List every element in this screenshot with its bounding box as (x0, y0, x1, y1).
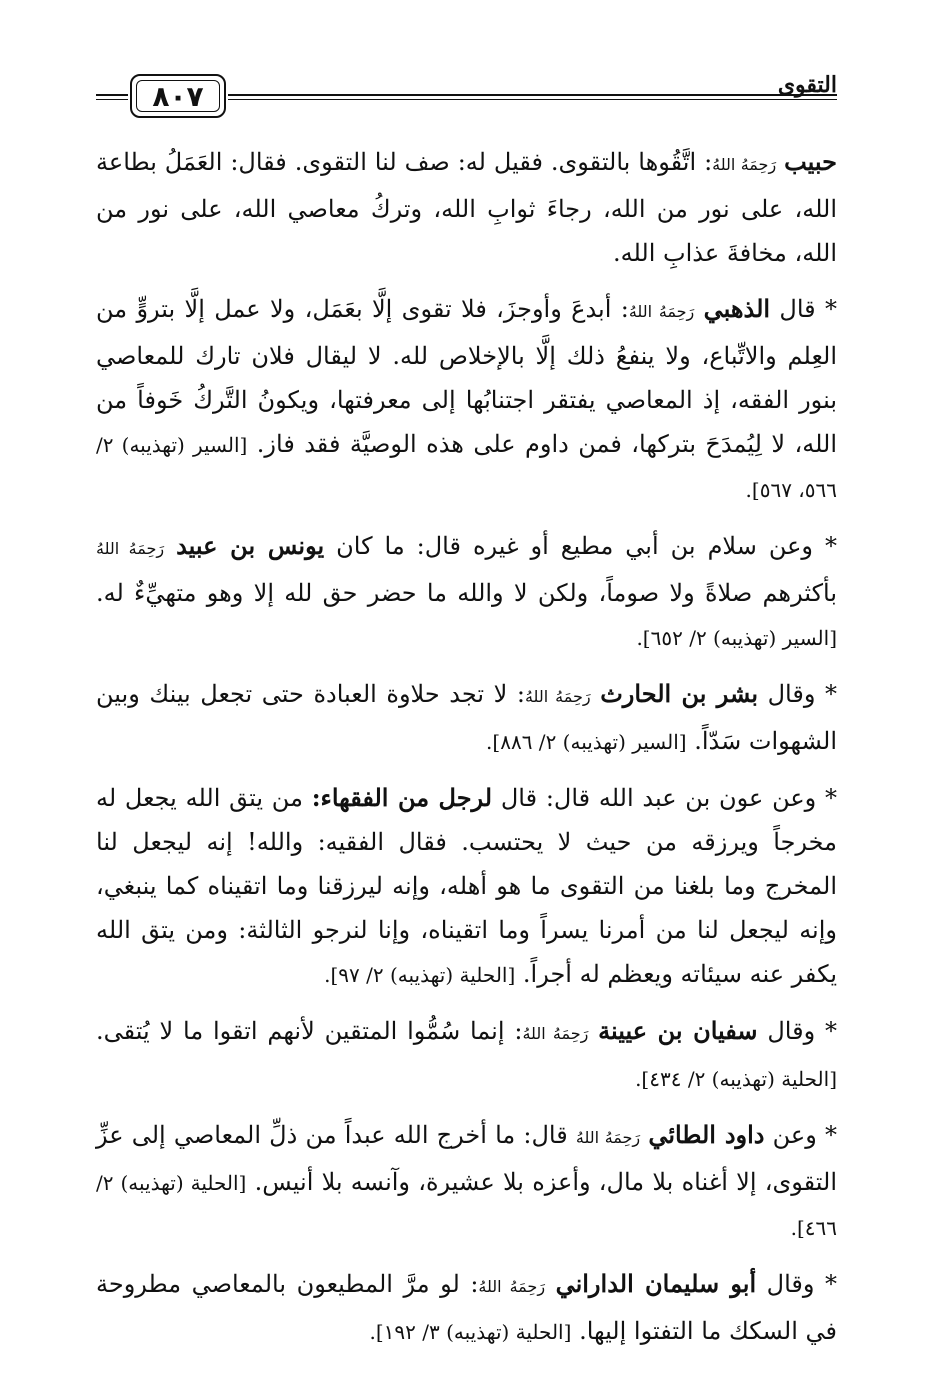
header-rule-left-thin (96, 99, 128, 100)
running-header (96, 60, 837, 120)
source-reference: [السير (تهذيبه) ٢/ ٨٨٦]. (486, 730, 687, 754)
header-rule-right-thin (228, 99, 837, 100)
speaker-name: لرجل من الفقهاء: (311, 783, 493, 812)
paragraph-text: : اتَّقُوها بالتقوى. فقيل له: صف لنا التقوى. فقال: العَمَلُ بطاعة الله، على نور من الله، رجاءَ ثوابِ الله، وتركُ معاصي الله، على نور من الله، مخافةَ عذابِ الله. (96, 148, 837, 267)
paragraph-prefix: * وقال (757, 1017, 837, 1045)
paragraph-text: : إنما سُمُّوا المتقين لأنهم اتقوا ما لا يُتقى. (96, 1017, 523, 1045)
paragraph-prefix: * وعن (764, 1121, 837, 1149)
honorific-glyph: رَحِمَهُ اللهُ (712, 155, 777, 174)
source-reference: [السير (تهذيبه) ٢/ ٦٥٢]. (636, 626, 837, 650)
paragraph-text: : لو مرَّ المطيعون بالمعاصي مطروحة في السكك ما التفتوا إليها. (96, 1270, 837, 1345)
paragraph (96, 1009, 837, 1101)
source-reference: [الحلية (تهذيبه) ٢/ ٤٣٤]. (635, 1067, 837, 1091)
honorific-glyph: رَحِمَهُ اللهُ (478, 1277, 546, 1296)
paragraph-prefix: * وقال (756, 1270, 837, 1298)
source-reference: [الحلية (تهذيبه) ٢/ ٩٧]. (324, 963, 516, 987)
paragraph-prefix: * قال (770, 295, 837, 323)
header-rule-right (228, 94, 837, 96)
honorific-glyph: رَحِمَهُ اللهُ (524, 687, 591, 706)
paragraph-text: : لا تجد حلاوة العبادة حتى تجعل بينك وبين الشهوات سَدّاً. (96, 680, 837, 755)
speaker-name: أبو سليمان الداراني (555, 1269, 757, 1298)
paragraph-prefix: * وعن عون بن عبد الله قال: قال (492, 784, 838, 812)
header-rule-left (96, 94, 128, 96)
paragraph (96, 672, 837, 764)
page-number: ٨٠٧ (152, 80, 204, 113)
speaker-name: داود الطائي (648, 1120, 765, 1149)
speaker-name: بشر بن الحارث (600, 679, 759, 708)
paragraph (96, 776, 837, 997)
paragraph-text: : أبدعَ وأوجزَ، فلا تقوى إلَّا بعَمَل، ولا عمل إلَّا بتروٍّ من العِلم والاتِّباع، ولا ينفعُ ذلك إلَّا بالإخلاص لله. لا ليقال فلان تارك للمعاصي بنور الفقه، إذ المعاصي يفتقر اجتنابُها إلى معرفتها، ويكونُ التَّركُ خَوفاً من الله، لا لِيُمدَحَ بتركها، فمن داوم على هذه الوصيَّة فقد فاز. (96, 295, 838, 458)
page-number-badge (130, 74, 226, 118)
paragraph (96, 140, 837, 275)
paragraph-prefix: * وعن سلام بن أبي مطيع أو غيره قال: ما كان (324, 532, 837, 560)
speaker-name: يونس بن عبيد (176, 531, 325, 560)
honorific-glyph: رَحِمَهُ اللهُ (96, 539, 165, 558)
paragraph (96, 524, 837, 660)
honorific-glyph: رَحِمَهُ اللهُ (522, 1024, 589, 1043)
paragraph-text: قال: ما أخرج الله عبداً من ذلِّ المعاصي إلى عزِّ التقوى، إلا أغناه بلا مال، وأعزه بلا عشيرة، وآنسه بلا أنيس. (96, 1121, 837, 1196)
paragraph-prefix: * وقال (758, 680, 837, 708)
speaker-name: سفيان بن عيينة (598, 1016, 758, 1045)
speaker-name: حبيب (784, 147, 837, 176)
honorific-glyph: رَحِمَهُ اللهُ (628, 302, 695, 321)
chapter-title: التقوى (777, 72, 837, 98)
source-reference: [السير (تهذيبه) ٢/ ٥٦٦، ٥٦٧]. (96, 433, 837, 502)
paragraph (96, 1262, 837, 1354)
paragraph-text: بأكثرهم صلاةً ولا صوماً، ولكن لا والله ما حضر حق لله إلا وهو متهيِّءٌ له. (96, 579, 837, 607)
paragraph (96, 287, 837, 512)
speaker-name: الذهبي (703, 294, 771, 323)
page-body (96, 140, 837, 1366)
source-reference: [الحلية (تهذيبه) ٣/ ١٩٢]. (369, 1320, 572, 1344)
honorific-glyph: رَحِمَهُ اللهُ (575, 1128, 641, 1147)
paragraph-text: من يتق الله يجعل له مخرجاً ويرزقه من حيث لا يحتسب. فقال الفقيه: والله! إنه ليجعل لنا المخرج وما بلغنا من التقوى ما هو أهله، وإنه ليرزقنا وما اتقيناه كما ينبغي، وإنه ليجعل لنا من أمرنا يسراً وما اتقيناه، وإنا لنرجو الثالثة: ومن يتق الله يكفر عنه سيئاته ويعظم له أجراً. (96, 784, 837, 988)
paragraph (96, 1113, 837, 1250)
source-reference: [الحلية (تهذيبه) ٢/ ٤٦٦]. (96, 1171, 837, 1240)
